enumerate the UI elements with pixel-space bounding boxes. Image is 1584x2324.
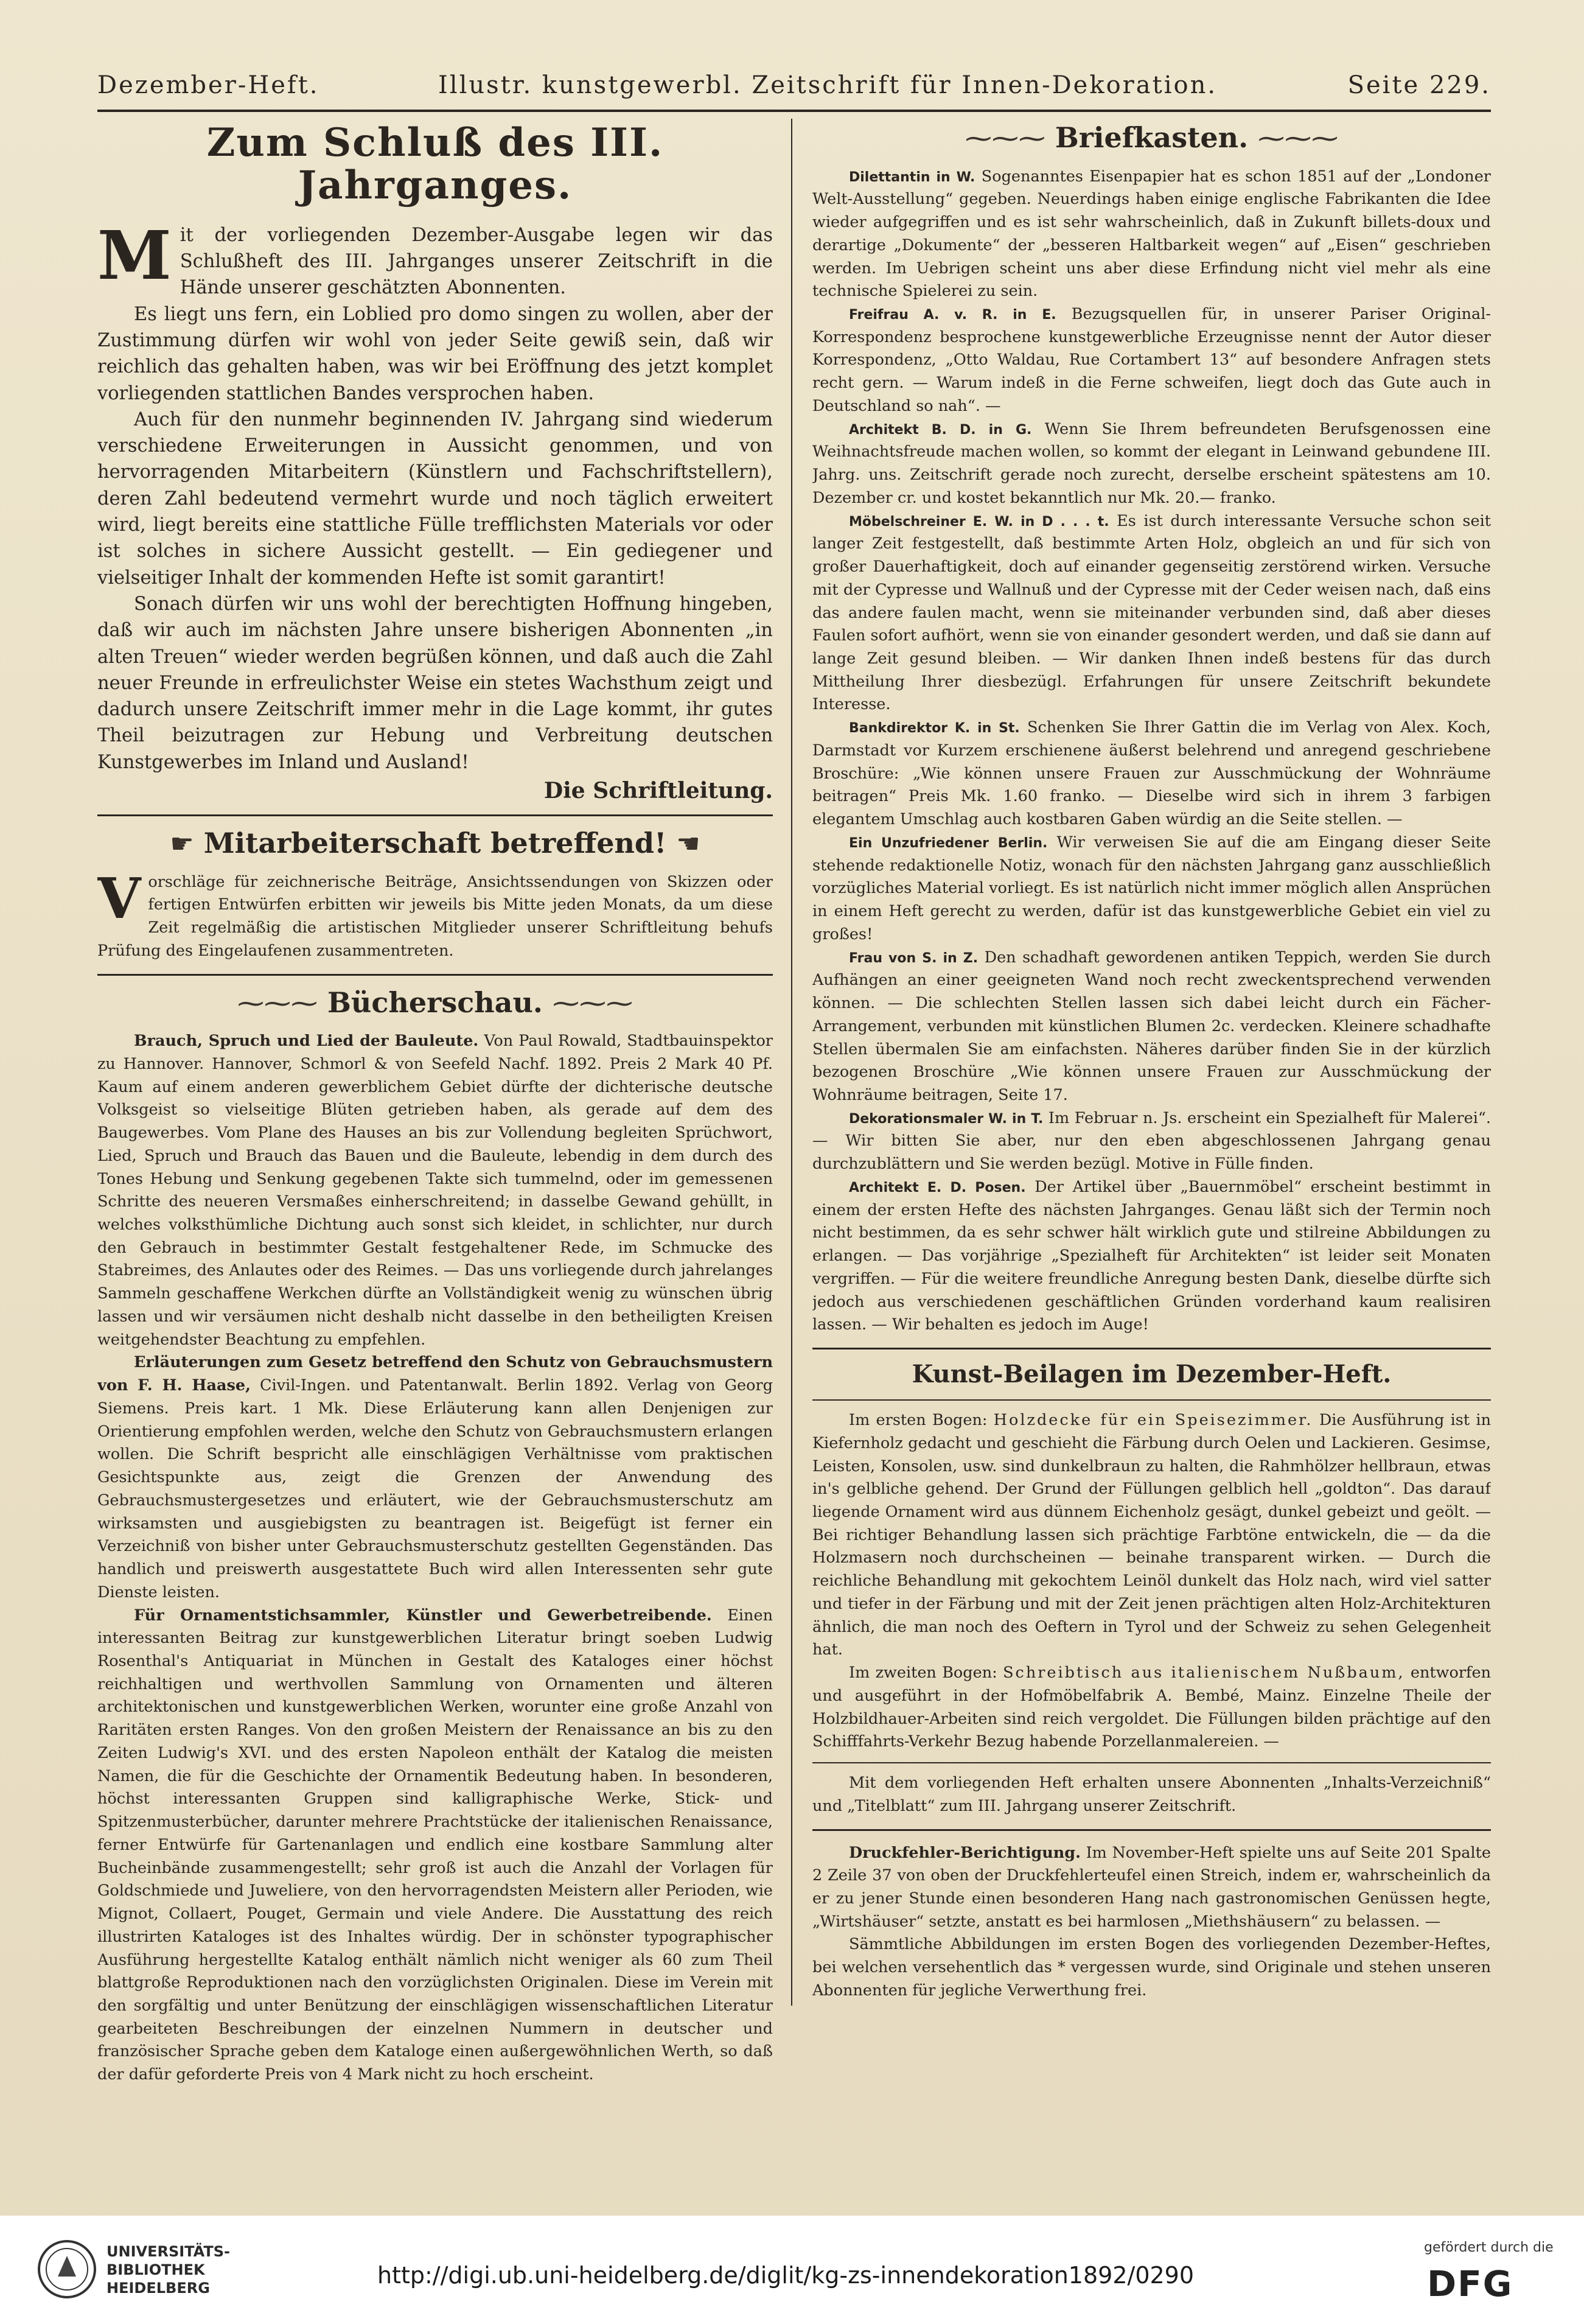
section-rule — [97, 814, 773, 816]
book-entry — [97, 1030, 773, 1351]
page-number: Seite 229. — [1347, 71, 1491, 99]
letter-sender: Ein Unzufriedener Berlin. — [849, 835, 1048, 851]
druckfehler-text-1: Im November-Heft spielte uns auf Seite 201 Spalte 2 Zeile 37 von oben der Druckfehlerteufel einen Streich, indem er, wahrscheinlich da er zu jener Stunde einen besonderen Hang nach gastronomischen Genüssen hegte, „Wirtshäuser“ setzte, anstatt es bei harmlosen „Miethshäusern“ zu belassen. — — [812, 1843, 1491, 1931]
funding-label: gefördert durch die — [1424, 2240, 1554, 2255]
flourish-right-icon: ⁓⁓⁓ — [1258, 123, 1339, 154]
left-column — [97, 122, 773, 2130]
letter-entry — [812, 1107, 1491, 1176]
letter-sender: Bankdirektor K. in St. — [849, 721, 1020, 737]
book-entry-title: Brauch, Spruch und Lied der Bauleute. — [134, 1032, 479, 1051]
letter-answer: Wenn Sie Ihrem befreundeten Berufsgenossen eine Weihnachtsfreude machen wollen, so kommt der elegant in Leinwand gebundene III. Jahrg. uns. Zeitschrift gerade noch zurecht, derselbe erscheint spätestens am 10. Dezember cr. und kostet bekanntlich nur Mk. 20.— franko. — [812, 419, 1491, 507]
column-divider — [791, 119, 792, 2006]
digitization-link[interactable]: http://digi.ub.uni-heidelberg.de/diglit/kg-zs-innendekoration1892/0290 — [377, 2262, 1195, 2289]
dfg-logo: DFG — [1427, 2263, 1513, 2305]
letter-sender: Architekt E. D. Posen. — [849, 1180, 1026, 1195]
beilage-lead-2: Schreibtisch aus italienischem Nußbaum, — [1003, 1664, 1405, 1682]
book-entry — [97, 1351, 773, 1604]
schluss-paragraph-3: Auch für den nunmehr beginnenden IV. Jahrgang sind wiederum verschiedene Erweiterungen in Aussicht genommen, und von hervorragenden Mitarbeitern (Künstlern und Fachschriftstellern), deren Zahl bedeutend vermehrt wurde und noch täglich erweitert wird, liegt bereits eine stattliche Fülle trefflichsten Materials vor oder ist solches in sichere Aussicht gestellt. — Ein gediegener und vielseitiger Inhalt der kommenden Hefte ist somit garantirt! — [97, 408, 773, 589]
mitarbeiter-title: ☛ Mitarbeiterschaft betreffend! ☚ — [170, 827, 700, 860]
university-seal-icon — [37, 2239, 97, 2300]
library-name: UNIVERSITÄTS- BIBLIOTHEK HEIDELBERG — [106, 2243, 231, 2297]
letter-answer: Wir verweisen Sie auf die am Eingang dieser Seite stehende redaktionelle Notiz, wonach für den nächsten Jahrgang ganz ausschließlich vorzügliches Material vorliegt. Es ist natürlich nicht immer möglich allen Ansprüchen in einem Heft gerecht zu werden, dafür ist das kunstgewerbliche Gebiet ein viel zu großes! — [812, 833, 1491, 943]
beilage-paragraph-1 — [812, 1409, 1491, 1662]
beilage-lead-1: Holzdecke für ein Speisezimmer. — [993, 1411, 1313, 1430]
flourish-right-icon: ⁓⁓⁓ — [552, 987, 633, 1019]
beilagen-title: Kunst-Beilagen im Dezember-Heft. — [912, 1360, 1392, 1389]
letter-answer: Der Artikel über „Bauernmöbel“ erscheint bestimmt in einem der ersten Hefte des nächsten Jahrganges. Genau läßt sich der Termin noch nicht bestimmen, da es sehr schwer hält wirklich gute und stilreine Abbildungen zu erlangen. — Das vorjährige „Spezialheft für Architekten“ ist leider seit Monaten vergriffen. — Für die weitere freundliche Anregung besten Dank, dieselbe dürfte sich jedoch aus verschiedenen geschäftlichen Gründen vorderhand kaum realisiren lassen. — Wir behalten es jedoch im Auge! — [812, 1177, 1491, 1334]
letter-sender: Freifrau A. v. R. in E. — [849, 307, 1056, 323]
letter-answer: Im Februar n. Js. erscheint ein Spezialheft für Malerei“. — Wir bitten Sie aber, nur den eben abgeschlossenen Jahrgang genau durchzublättern und Sie werden bezügl. Motive in Fülle finden. — [812, 1108, 1491, 1174]
letter-entry — [812, 303, 1491, 418]
mitarbeiter-text: Vorschläge für zeichnerische Beiträge, Ansichtssendungen von Skizzen oder fertigen Entwürfen erbitten wir jeweils bis Mitte jeden Monats, da um diese Zeit regelmäßig die artistischen Mitglieder unserer Schriftleitung behufs Prüfung des Eingelaufenen zusammentreten. — [97, 865, 773, 960]
section-rule — [97, 974, 773, 976]
buecherschau-title: ⁓⁓⁓ Bücherschau. ⁓⁓⁓ — [237, 985, 633, 1019]
dropcap-m: M — [97, 215, 172, 295]
running-head — [97, 64, 1491, 107]
druckfehler-paragraph-1 — [812, 1842, 1491, 1934]
letter-sender: Möbelschreiner E. W. in D . . . t. — [849, 514, 1109, 530]
journal-title: Illustr. kunstgewerbl. Zeitschrift für Innen-Dekoration. — [438, 71, 1218, 99]
letter-entry — [812, 418, 1491, 510]
header-rule — [97, 110, 1491, 112]
letter-sender: Dekorationsmaler W. in T. — [849, 1111, 1044, 1127]
flourish-left-icon: ⁓⁓⁓ — [237, 987, 318, 1019]
beilage-note: Mit dem vorliegenden Heft erhalten unsere Abonnenten „Inhalts-Verzeichniß“ und „Titelblatt“ zum III. Jahrgang unserer Zeitschrift. — [812, 1774, 1491, 1815]
section-rule — [812, 1348, 1491, 1349]
letter-answer: Den schadhaft gewordenen antiken Teppich, werden Sie durch Aufhängen an einer geeigneten Wand noch recht zweckentsprechend verwenden können. — Die schlechten Stellen lassen sich dabei leicht durch ein Fächer-Arrangement, verbunden mit künstlichen Blumen 2c. verdecken. Kleinere schadhafte Stellen übermalen Sie am einfachsten. Näheres darüber finden Sie in der kürzlich bezogenen Broschüre „Wie können unsere Frauen zur Ausschmückung der Wohnräume beitragen, Seite 17. — [812, 948, 1491, 1104]
letter-answer: Sogenanntes Eisenpapier hat es schon 1851 auf der „Londoner Welt-Ausstellung“ gegeben. Neuerdings haben einige englische Fabrikanten die Idee wieder aufgegriffen und es ist sehr wahrscheinlich, daß in Zukunft billets-doux und derartige „Dokumente“ der „besseren Haltbarkeit wegen“ auf „Eisen“ geschrieben werden. Im Uebrigen scheint uns aber diese Erfindung nicht viel mehr als eine technische Spielerei zu sein. — [812, 167, 1491, 301]
book-entry-text: Civil-Ingen. und Patentanwalt. Berlin 1892. Verlag von Georg Siemens. Preis kart. 1 Mk. Diese Erläuterung kann allen Denjenigen zur Orientierung empfohlen werden, welche den Schutz von Gebrauchsmustern erlangen wollen. Die Schrift bespricht alle einschlägigen Verhältnisse vom praktischen Gesichtspunkte aus, zeigt die Grenzen der Anwendung des Gebrauchsmustergesetzes und erläutert, wie der Gebrauchsmusterschutz am wirksamsten und ausgiebigsten zu beantragen ist. Beigefügt ist ferner ein Verzeichniß von bisher unter Gebrauchsmusterschutz gestellten Gegenständen. Das handlich und preiswerth ausgestattete Buch wird allen Interessenten sehr gute Dienste leisten. — [97, 1376, 773, 1601]
schluss-title: Zum Schluß des III. Jahrganges. — [206, 122, 664, 209]
library-footer — [0, 2216, 1584, 2324]
letter-answer: Schenken Sie Ihrer Gattin die im Verlag von Alex. Koch, Darmstadt vor Kurzem erschienene äußerst belehrend und anregend geschriebene Broschüre: „Wie können unsere Frauen zur Ausschmückung der Wohnräume beitragen“ Preis Mk. 1.60 franko. — Dieselbe wird sich in ihrem 3 farbigen elegantem Umschlag auch kostbaren Gaben würdig an die Seite stellen. — — [812, 718, 1491, 829]
book-entry — [97, 1605, 773, 2087]
beilage-label-1: Im ersten Bogen: — [849, 1411, 988, 1430]
book-entry-title: Für Ornamentstichsammler, Künstler und Gewerbetreibende. — [134, 1606, 712, 1625]
flourish-left-icon: ⁓⁓⁓ — [965, 123, 1045, 154]
signature: Die Schriftleitung. — [543, 778, 773, 804]
pointing-hand-right-icon: ☚ — [676, 828, 700, 860]
beilage-text-2: entworfen und ausgeführt in der Hofmöbelfabrik A. Bembé, Mainz. Einzelne Theile der Holzbildhauer-Arbeiten sind reich vergoldet. Die Füllungen bilden prächtige auf den Schifffahrts-Verkehr Bezug habende Porzellanmalereien. — — [812, 1664, 1491, 1751]
druckfehler-title: Druckfehler-Berichtigung. — [849, 1843, 1081, 1862]
title-underline — [812, 1399, 1491, 1401]
book-entry-title: Erläuterungen zum Gesetz betreffend den Schutz von Gebrauchsmustern von F. H. Haase, — [97, 1353, 773, 1395]
right-column — [812, 122, 1491, 2009]
issue-label: Dezember-Heft. — [97, 71, 319, 99]
letter-entry — [812, 716, 1491, 831]
beilage-paragraph-2 — [812, 1662, 1491, 1754]
schluss-paragraph-1: Mit der vorliegenden Dezember-Ausgabe legen wir das Schlußheft des III. Jahrganges unserer Zeitschrift in die Hände unserer geschätzten Abonnenten. — [97, 215, 773, 299]
letter-entry — [812, 510, 1491, 717]
letter-entry — [812, 166, 1491, 303]
letter-entry — [812, 947, 1491, 1107]
letter-answer: Es ist durch interessante Versuche schon seit langer Zeit festgestellt, daß bestimmte Arten Holz, obgleich an und für sich von großer Dauerhaftigkeit, doch auf einander gegenseitig zerstörend wirken. Versuche mit der Cypresse und Wallnuß und der Cypresse mit der Ceder weisen nach, daß eins das andere faulen macht, wenn sie miteinander verbunden sind, daß aber dieses Faulen sofort aufhört, wenn sie von einander gesondert werden, und daß sie dann auf lange Zeit gesund bleiben. — Wir danken Ihnen indeß bestens für das durch Mittheilung Ihrer diesbezügl. Erfahrungen für unsere Zeitschrift bekundete Interesse. — [812, 511, 1491, 714]
letter-sender: Frau von S. in Z. — [849, 950, 979, 966]
beilage-text-1: Die Ausführung ist in Kiefernholz gedacht und geschieht die Färbung durch Oelen und Lackieren. Gesimse, Leisten, Konsolen, usw. sind dunkelbraun zu halten, die Rahmhölzer hellbraun, etwas in's gelbliche gehend. Der Grund der Füllungen gelblich hell „goldton“. Das darauf liegende Ornament wird aus dünnem Eichenholz gesägt, dunkel gebeizt und geölt. — Bei richtiger Behandlung lassen sich prächtige Farbtöne entwickeln, die — da die Holzmasern noch durchscheinen — beinahe transparent wirken. — Durch die reichliche Behandlung mit gekochtem Leinöl dunkelt das Holz nach, wird viel satter und tiefer in der Färbung und mit der Zeit jenen prächtigen alten Holz-Architekturen ähnlich, die man noch des Oeftern in Tyrol und der Schweiz zu sehen Gelegenheit hat. — [812, 1411, 1491, 1659]
pointing-hand-left-icon: ☛ — [170, 828, 194, 860]
section-rule — [812, 1762, 1491, 1763]
briefkasten-title: ⁓⁓⁓ Briefkasten. ⁓⁓⁓ — [965, 122, 1339, 154]
schluss-paragraph-2: Es liegt uns fern, ein Loblied pro domo singen zu wollen, aber der Zustimmung dürfen wir wohl von jeder Seite gewiß sein, daß wir reichlich das gehalten haben, was wir bei Eröffnung des jetzt komplet vorliegenden stattlichen Bandes versprochen haben. — [97, 303, 773, 404]
letter-entry — [812, 1176, 1491, 1337]
book-entry-text: Einen interessanten Beitrag zur kunstgewerblichen Literatur bringt soeben Ludwig Rosenthal's Antiquariat in München in Gestalt des Kataloges einer höchst reichhaltigen und werthvollen Sammlung von Ornamenten und älteren architektonischen und kunstgewerblichen Werken, worunter eine große Anzahl von Raritäten ersten Ranges. Von den großen Meistern der Renaissance an bis zu den Zeiten Ludwig's XVI. und des ersten Napoleon enthält der Katalog die meisten Namen, die für die Geschichte der Ornamentik Bedeutung haben. In besonderen, höchst interessanten Gruppen sind kalligraphische Werke, Stick- und Spitzenmusterbücher, darunter mehrere Prachtstücke der italienischen Renaissance, ferner Entwürfe für Gartenanlagen und endlich eine kostbare Sammlung alter Bucheinbände zusammengestellt; sehr groß ist auch die Anzahl der Vorlagen für Goldschmiede und Juweliere, von den hervorragendsten Meistern aller Perioden, wie Mignot, Collaert, Pouget, Germain und viele Andere. Die Ausstattung des reich illustrirten Kataloges ist des Inhaltes würdig. Der in schönster typographischer Ausführung hergestellte Katalog enthält nämlich nicht weniger als 60 zum Theil blattgroße Reproduktionen nach den vorzüglichsten Originalen. Diese im Verein mit den sorgfältig und unter Benützung der einschlägigen wissenschaftlichen Literatur gearbeiteten Beschreibungen der einzelnen Nummern in deutscher und französischer Sprache geben dem Kataloge einen außergewöhnlichen Werth, so daß der dafür geforderte Preis von 4 Mark nicht zu hoch erscheint. — [97, 1606, 773, 2084]
section-rule — [812, 1829, 1491, 1831]
beilage-label-2: Im zweiten Bogen: — [849, 1664, 997, 1682]
book-entry-text: Von Paul Rowald, Stadtbauinspektor zu Hannover. Hannover, Schmorl & von Seefeld Nachf. 1892. Preis 2 Mark 40 Pf. Kaum auf einem anderen gewerblichem Gebiet dürfte der dichterische deutsche Volksgeist so vielseitige Blüten getrieben haben, als gerade auf dem des Baugewerbes. Vom Plane des Hauses an bis zur Vollendung begleiten Sprüchwort, Lied, Spruch und Brauch das Bauen und die Bauleute, lebendig in dem durch des Tones Hebung und Senkung gegebenen Takte sich tummelnd, oder im gemessenen Schritte des neueren Versmaßes einherschreitend; in dasselbe Gewand gehüllt, in welches volksthümliche Dichtung auch sonst sich kleidet, in schlichter, nur durch den Gebrauch in bestimmter Gestalt festgehaltener Rede, im Schmucke des Stabreimes, des Anlautes oder des Reimes. — Das uns vorliegende durch jahrelanges Sammeln geschaffene Werkchen dürfte an Vollständigkeit wenig zu wünschen übrig lassen und wir versäumen nicht deshalb nicht dasselbe in den betheiligten Kreisen weitgehendster Beachtung zu empfehlen. — [97, 1032, 773, 1349]
druckfehler-paragraph-2: Sämmtliche Abbildungen im ersten Bogen des vorliegenden Dezember-Heftes, bei welchen versehentlich das * vergessen wurde, sind Originale und stehen unseren Abonnenten für jegliche Verwerthung frei. — [812, 1935, 1491, 2000]
letter-sender: Architekt B. D. in G. — [849, 422, 1032, 438]
letter-entry — [812, 831, 1491, 947]
dropcap-v: V — [97, 865, 141, 931]
schluss-paragraph-4: Sonach dürfen wir uns wohl der berechtigten Hoffnung hingeben, daß wir auch im nächsten Jahre unsere bisherigen Abonnenten „in alten Treuen“ wieder werden begrüßen können, und daß auch die Zahl neuer Freunde in erfreulichster Weise ein stetes Wachsthum zeigt und dadurch unsere Zeitschrift immer mehr in die Lage kommt, ihr gutes Theil beizutragen zur Hebung und Verbreitung deutschen Kunstgewerbes im Inland und Ausland! — [97, 593, 773, 773]
letter-sender: Dilettantin in W. — [849, 169, 975, 185]
letter-answer: Bezugsquellen für, in unserer Pariser Original-Korrespondenz besprochene kunstgewerbliche Erzeugnisse nennt der Autor dieser Korrespondenz, „Otto Waldau, Rue Cortambert 13“ auf besondere Anfragen stets recht gern. — Warum indeß in die Ferne schweifen, liegt doch das Gute auch in Deutschland so nah“. — — [812, 305, 1491, 415]
